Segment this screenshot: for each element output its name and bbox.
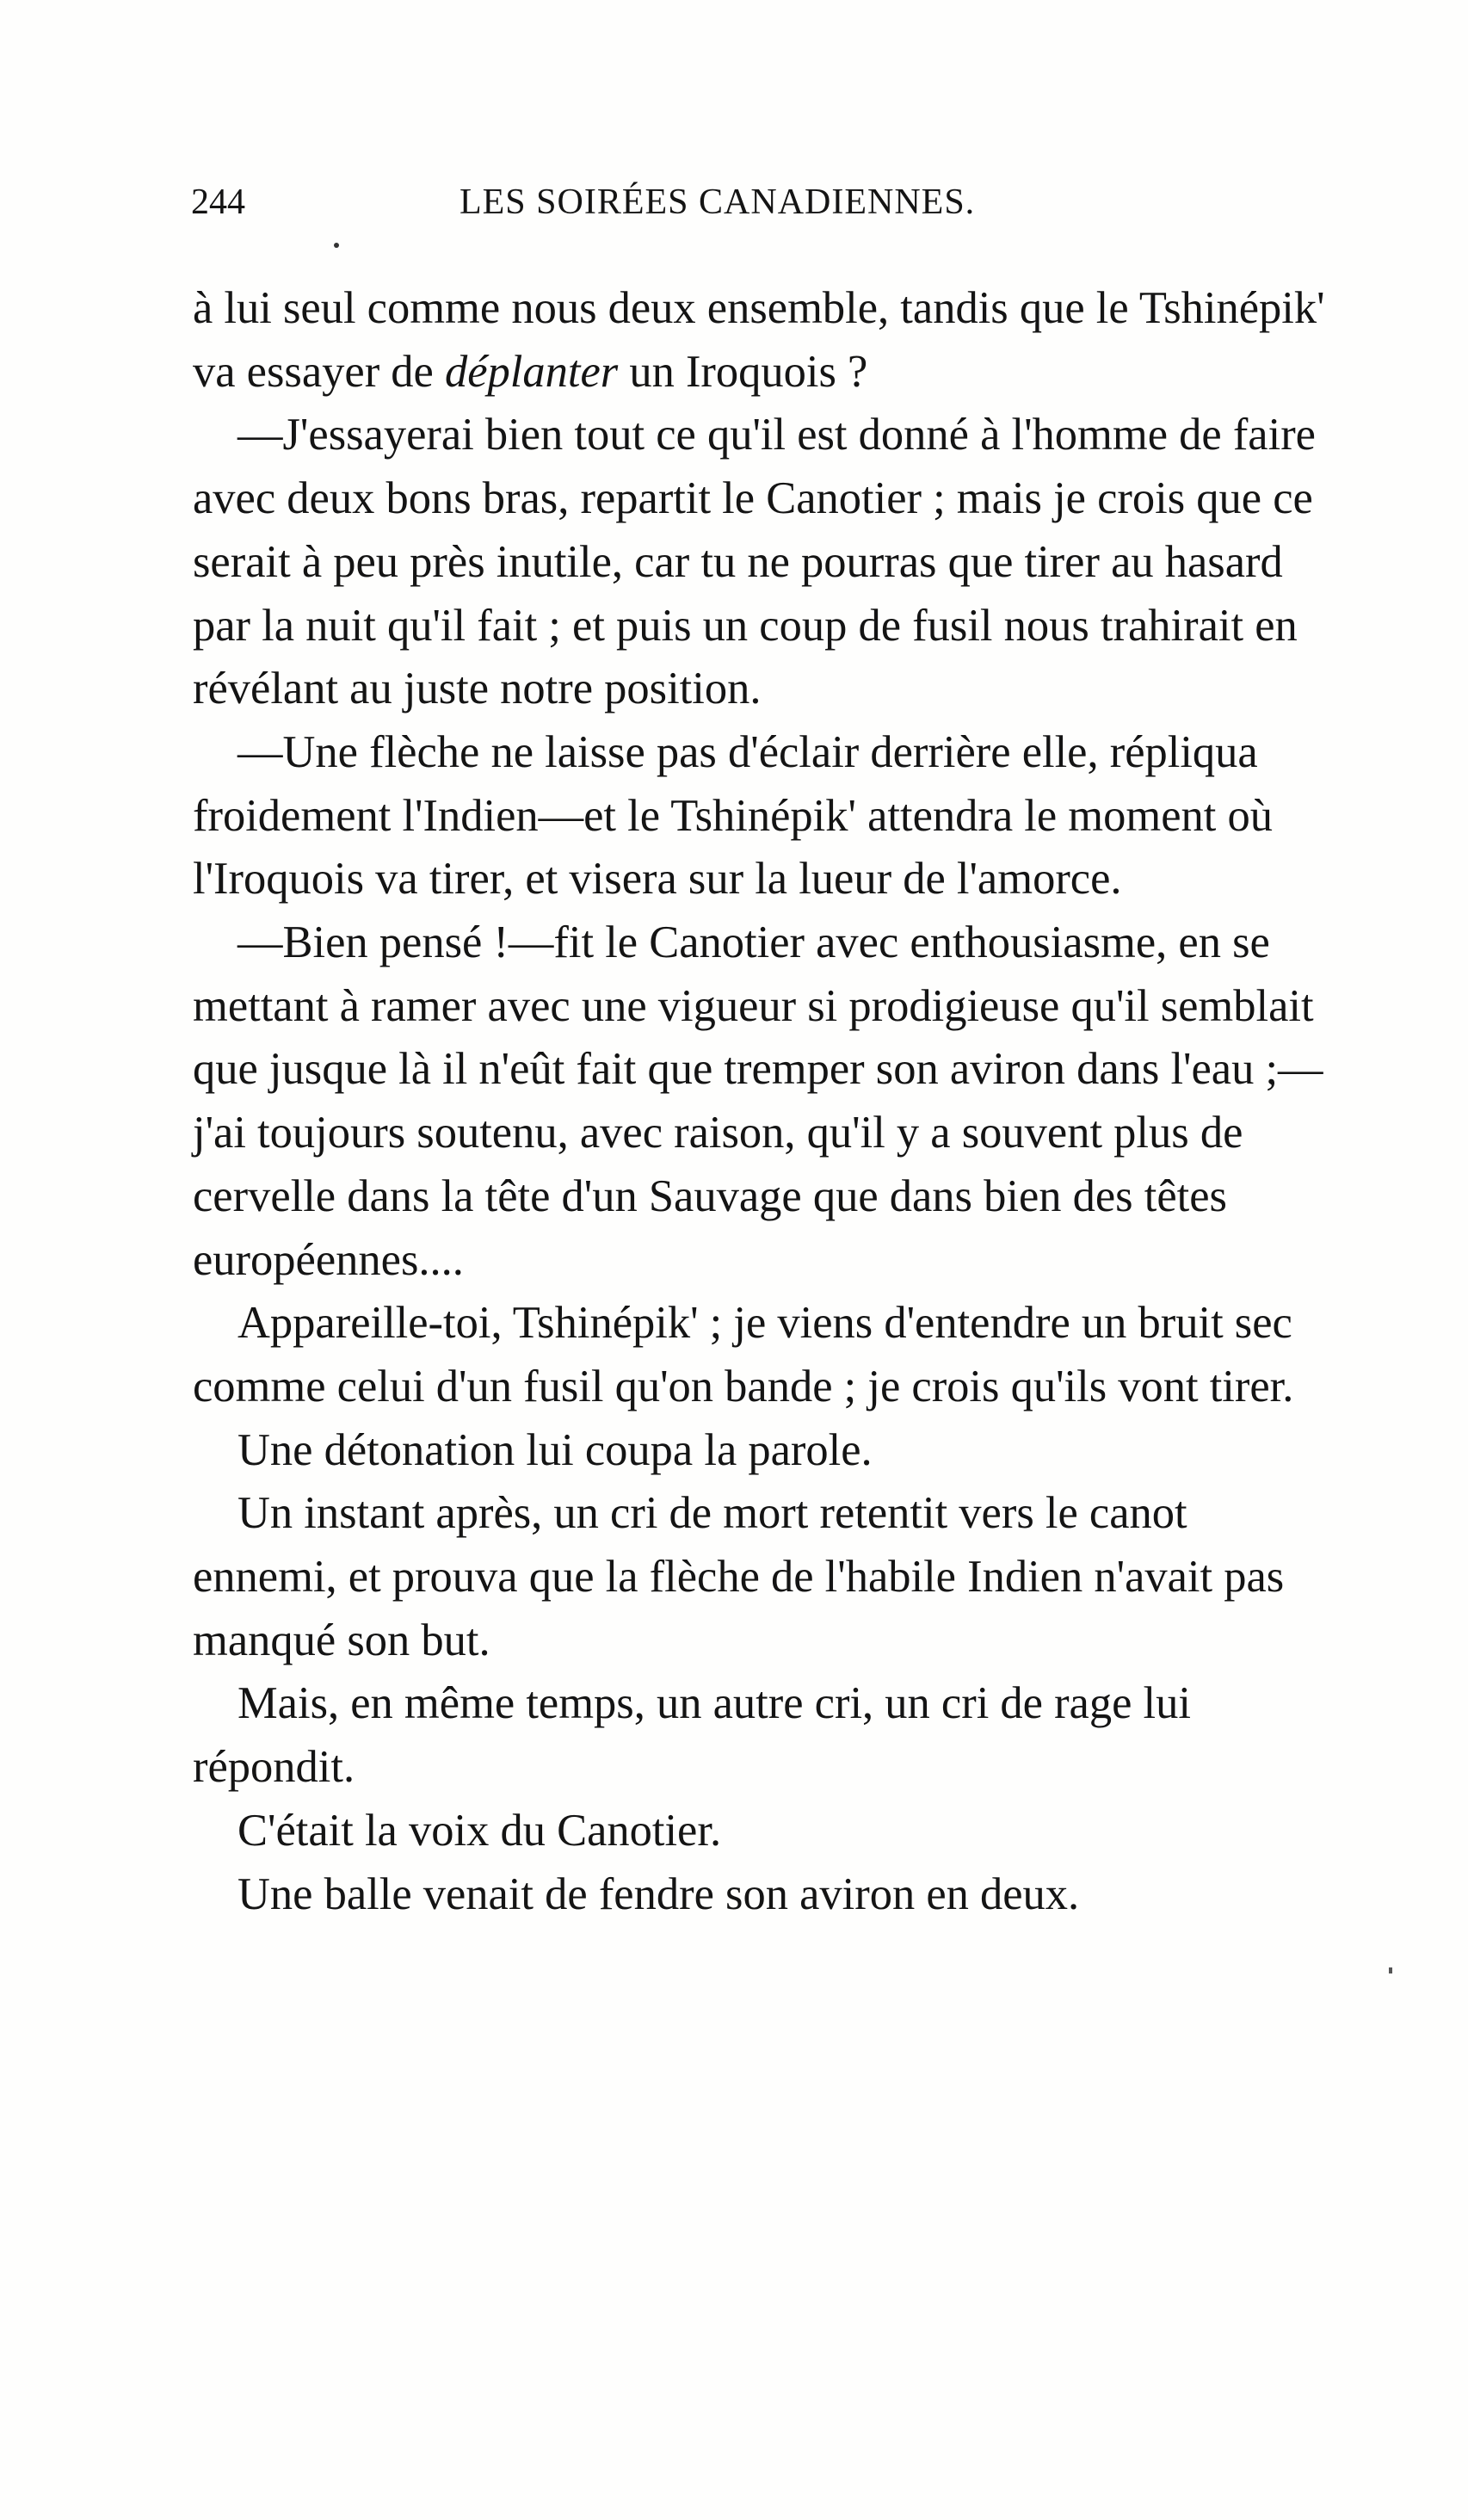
paragraph-text: un Iroquois ?	[618, 346, 868, 397]
print-speck	[334, 243, 339, 248]
italic-word: déplanter	[444, 346, 619, 397]
margin-speck	[1389, 1967, 1392, 1973]
paragraph: Une détonation lui coupa la parole.	[237, 1424, 873, 1475]
paragraph-continuation	[193, 277, 1327, 404]
body-text	[193, 277, 1327, 1926]
paragraph: Une balle venait de fendre son aviron en deux.	[237, 1868, 1080, 1919]
paragraph: C'était la voix du Canotier.	[237, 1805, 722, 1856]
paragraph: Mais, en même temps, un autre cri, un cri de rage lui répondit.	[193, 1678, 1191, 1793]
page-header	[191, 176, 1327, 228]
paragraph: —Bien pensé !—fit le Canotier avec enthousiasme, en se mettant à ramer avec une vigueur si prodigieuse qu'il semblait que jusque là il n'eût fait que tremper son aviron dans l'eau ;—j'ai toujours soutenu, avec raison, qu'il y a souvent plus de cervelle dans la tête d'un Sauvage que dans bien des têtes européennes....	[193, 917, 1323, 1285]
page-number: 244	[191, 182, 245, 222]
running-title: LES SOIRÉES CANADIENNES.	[460, 182, 976, 222]
paragraph: Un instant après, un cri de mort retentit vers le canot ennemi, et prouva que la flèche de l'habile Indien n'avait pas manqué son but.	[193, 1488, 1285, 1665]
paragraph-text: à lui seul comme nous deux ensemble, tandis que le Tshinépik' va essayer de	[193, 283, 1325, 397]
paragraph: Appareille-toi, Tshinépik' ; je viens d'entendre un bruit sec comme celui d'un fusil qu'on bande ; je crois qu'ils vont tirer.	[193, 1298, 1294, 1411]
paragraph: —J'essayerai bien tout ce qu'il est donné à l'homme de faire avec deux bons bras, repartit le Canotier ; mais je crois que ce serait à peu près inutile, car tu ne pourras que tirer au hasard par la nuit qu'il fait ; et puis un coup de fusil nous trahirait en révélant au juste notre position.	[193, 410, 1316, 714]
paragraph: —Une flèche ne laisse pas d'éclair derrière elle, répliqua froidement l'Indien—et le Tshinépik' attendra le moment où l'Iroquois va tirer, et visera sur la lueur de l'amorce.	[193, 726, 1273, 905]
